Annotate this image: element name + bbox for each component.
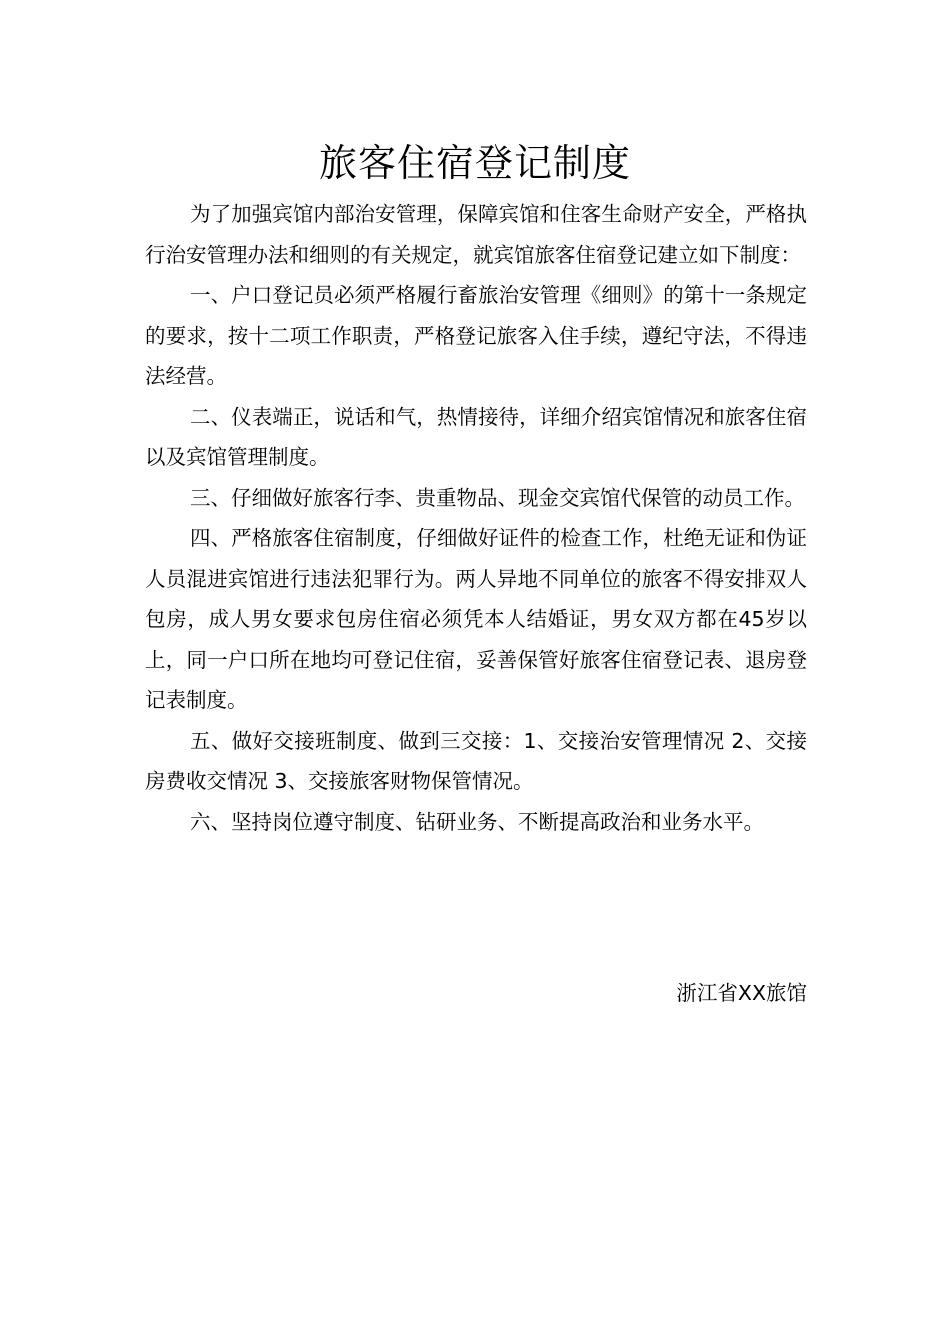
clause-3-paragraph: 三、仔细做好旅客行李、贵重物品、现金交宾馆代保管的动员工作。 (190, 485, 805, 510)
clause-2-paragraph: 二、仪表端正，说话和气，热情接待，详细介绍宾馆情况和旅客住宿以及宾馆管理制度。 (145, 404, 807, 469)
document-title: 旅客住宿登记制度 (318, 141, 631, 185)
clause-6-paragraph: 六、坚持岗位遵守制度、钻研业务、不断提高政治和业务水平。 (190, 809, 764, 834)
clause-5-paragraph: 五、做好交接班制度、做到三交接：1、交接治安管理情况 2、交接房费收交情况 3、交接旅客财物保管情况。 (145, 728, 807, 793)
document-body (145, 194, 807, 842)
clause-1-paragraph: 一、户口登记员必须严格履行畜旅治安管理《细则》的第十一条规定的要求，按十二项工作职责，严格登记旅客入住手续，遵纪守法，不得违法经营。 (145, 283, 807, 388)
clause-4-paragraph: 四、严格旅客住宿制度，仔细做好证件的检查工作，杜绝无证和伪证人员混进宾馆进行违法犯罪行为。两人异地不同单位的旅客不得安排双人包房，成人男女要求包房住宿必须凭本人结婚证，男女双方都在45岁以上，同一户口所在地均可登记住宿，妥善保管好旅客住宿登记表、退房登记表制度。 (145, 526, 807, 712)
signature-line: 浙江省XX旅馆 (676, 981, 807, 1005)
intro-paragraph: 为了加强宾馆内部治安管理，保障宾馆和住客生命财产安全，严格执行治安管理办法和细则的有关规定，就宾馆旅客住宿登记建立如下制度： (145, 202, 807, 267)
